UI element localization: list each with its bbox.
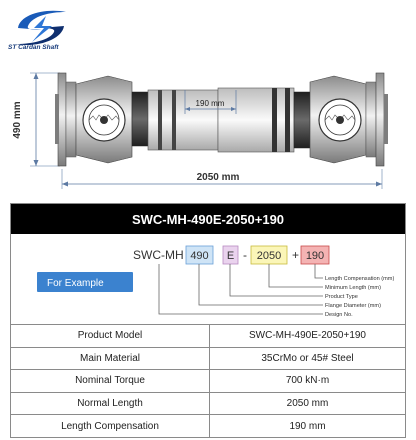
legend-min-length: Minimum Length (mm): [325, 285, 381, 291]
model-code-breakdown: [11, 234, 405, 324]
code-leader-lines: [159, 264, 323, 314]
compensation-dim-label: 190 mm: [195, 99, 225, 108]
spec-label: Product Model: [11, 325, 210, 348]
table-row: [11, 347, 406, 370]
code-prefix: SWC-MH: [133, 248, 184, 262]
right-flange: [366, 73, 388, 166]
legend-design-no: Design No.: [325, 312, 353, 318]
spec-value: SWC-MH-490E-2050+190: [210, 325, 406, 348]
code-length: 2050: [256, 250, 282, 262]
table-row: [11, 415, 406, 438]
spec-value: 35CrMo or 45# Steel: [210, 347, 406, 370]
code-dash: -: [243, 248, 247, 262]
right-yoke: [294, 76, 366, 163]
spec-label: Nominal Torque: [11, 370, 210, 393]
spec-label: Main Material: [11, 347, 210, 370]
length-dim-label: 2050 mm: [196, 172, 240, 183]
model-code-panel: [10, 203, 406, 325]
table-row: [11, 370, 406, 393]
left-flange: [55, 73, 76, 166]
code-type: E: [226, 250, 235, 262]
spec-label: Length Compensation: [11, 415, 210, 438]
length-dimension: [62, 169, 382, 189]
code-flange: 490: [190, 250, 209, 262]
code-plus: +: [292, 248, 300, 262]
code-compensation: 190: [305, 250, 325, 262]
height-dimension: [12, 73, 60, 166]
spec-value: 2050 mm: [210, 392, 406, 415]
brand-name: ST Cardan Shaft: [8, 44, 59, 51]
table-row: [11, 325, 406, 348]
spec-table: [10, 324, 406, 438]
left-yoke: [76, 76, 148, 163]
model-code-title: SWC-MH-490E-2050+190: [11, 204, 405, 234]
cardan-shaft-drawing: [0, 54, 416, 194]
shaft-tube: [148, 88, 294, 152]
legend-product-type: Product Type: [325, 294, 358, 300]
spec-value: 700 kN·m: [210, 370, 406, 393]
legend-compensation: Length Compensation (mm): [325, 276, 395, 282]
spec-label: Normal Length: [11, 392, 210, 415]
example-button-label: For Example: [47, 278, 104, 289]
legend-flange-diameter: Flange Diameter (mm): [325, 303, 381, 309]
table-row: [11, 392, 406, 415]
spec-value: 190 mm: [210, 415, 406, 438]
height-dim-label: 490 mm: [12, 101, 23, 139]
